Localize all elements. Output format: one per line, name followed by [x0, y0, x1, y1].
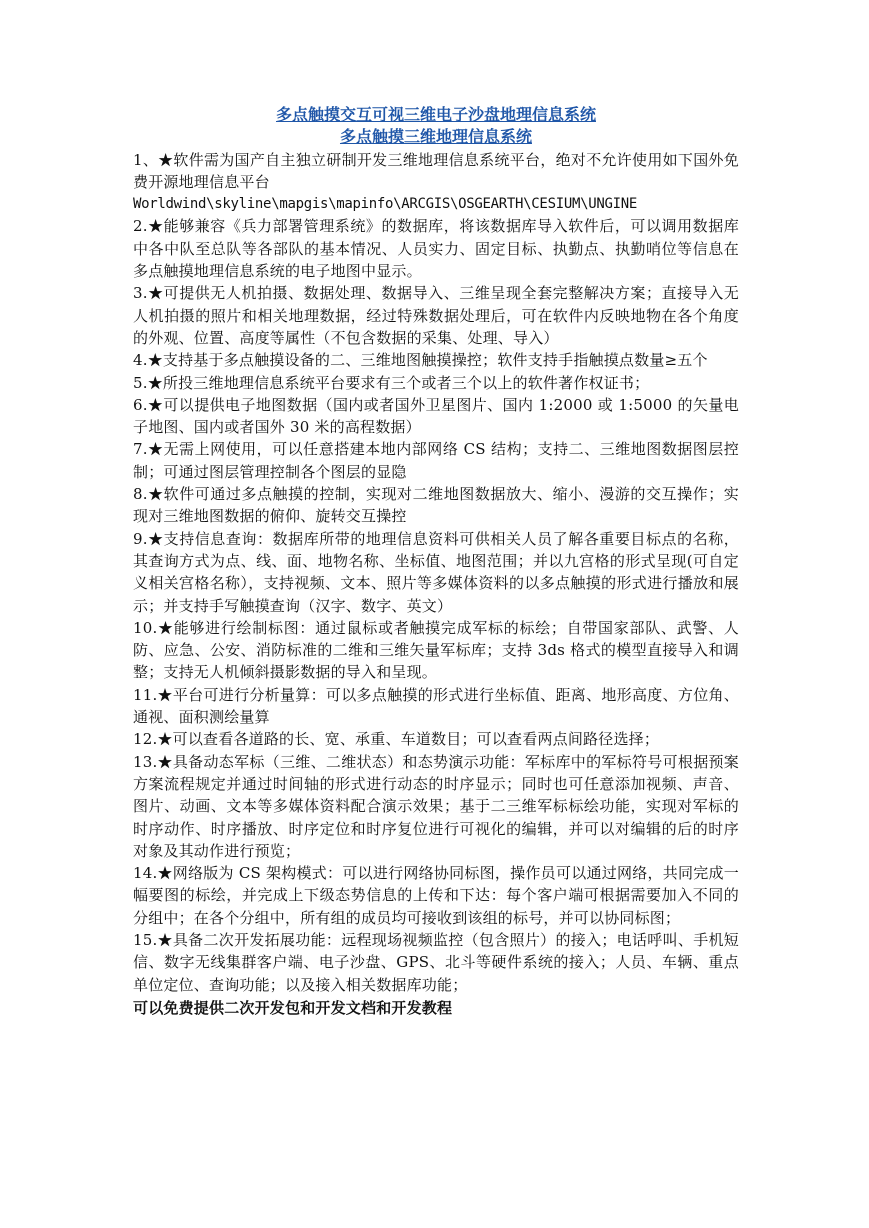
- excluded-platform-list: Worldwind\skyline\mapgis\mapinfo\ARCGIS\OSGEARTH\CESIUM\UNGINE: [133, 196, 637, 213]
- requirement-item-12: 12.★可以查看各道路的长、宽、承重、车道数目；可以查看两点间路径选择；: [133, 730, 660, 749]
- requirement-item-2: 2.★能够兼容《兵力部署管理系统》的数据库，将该数据库导入软件后，可以调用数据库中各中队至总队等各部队的基本情况、人员实力、固定目标、执勤点、执勤哨位等信息在多点触摸地理信息系统的电子地图中显示。: [133, 217, 739, 281]
- requirement-item-5: 5.★所投三维地理信息系统平台要求有三个或者三个以上的软件著作权证书；: [133, 373, 650, 392]
- document-content: [133, 104, 739, 1019]
- requirement-item-11: 11.★平台可进行分析量算：可以多点触摸的形式进行坐标值、距离、地形高度、方位角、通视、面积测绘量算: [133, 685, 739, 727]
- document-title: 多点触摸交互可视三维电子沙盘地理信息系统: [275, 105, 596, 124]
- requirement-item-8: 8.★软件可通过多点触摸的控制，实现对二维地图数据放大、缩小、漫游的交互操作；实现对三维地图数据的俯仰、旋转交互操控: [133, 485, 739, 526]
- requirement-item-14: 14.★网络版为 CS 架构模式：可以进行网络协同标图，操作员可以通过网络，共同完成一幅要图的标绘，并完成上下级态势信息的上传和下达：每个客户端可根据需要加入不同的分组中；在各个分组中，所有组的成员均可接收到该组的标号，并可以协同标图；: [133, 864, 739, 927]
- requirement-item-10: 10.★能够进行绘制标图：通过鼠标或者触摸完成军标的标绘；自带国家部队、武警、人防、应急、公安、消防标准的二维和三维矢量军标库；支持 3ds 格式的模型直接导入和调整；支持无人机倾斜摄影数据的导入和呈现。: [133, 618, 739, 682]
- requirement-item-6: 6.★可以提供电子地图数据（国内或者国外卫星图片、国内 1:2000 或 1:5000 的矢量电子地图、国内或者国外 30 米的高程数据）: [133, 395, 739, 437]
- requirement-item-4: 4.★支持基于多点触摸设备的二、三维地图触摸操控；软件支持手指触摸点数量≥五个: [133, 351, 708, 370]
- requirement-item-3: 3.★可提供无人机拍摄、数据处理、数据导入、三维呈现全套完整解决方案；直接导入无人机拍摄的照片和相关地理数据，经过特殊数据处理后，可在软件内反映地物在各个角度的外观、位置、高度等属性（不包含数据的采集、处理、导入）: [133, 284, 739, 347]
- requirement-item-7: 7.★无需上网使用，可以任意搭建本地内部网络 CS 结构；支持二、三维地图数据图层控制；可通过图层管理控制各个图层的显隐: [133, 440, 739, 481]
- footer-note: 可以免费提供二次开发包和开发文档和开发教程: [133, 998, 453, 1017]
- requirement-item-15: 15.★具备二次开发拓展功能：远程现场视频监控（包含照片）的接入；电话呼叫、手机短信、数字无线集群客户端、电子沙盘、GPS、北斗等硬件系统的接入；人员、车辆、重点单位定位、查询功能；以及接入相关数据库功能；: [133, 930, 739, 994]
- requirement-item-1: 1、★软件需为国产自主独立研制开发三维地理信息系统平台，绝对不允许使用如下国外免费开源地理信息平台: [133, 150, 739, 191]
- requirement-item-9: 9.★支持信息查询：数据库所带的地理信息资料可供相关人员了解各重要目标点的名称，其查询方式为点、线、面、地物名称、坐标值、地图范围；并以九宫格的形式呈现(可自定义相关宫格名称），支持视频、文本、照片等多媒体资料的以多点触摸的形式进行播放和展示；并支持手写触摸查询（汉字、数字、英文）: [133, 529, 739, 615]
- document-subtitle: 多点触摸三维地理信息系统: [339, 127, 532, 147]
- requirement-item-13: 13.★具备动态军标（三维、二维状态）和态势演示功能：军标库中的军标符号可根据预案方案流程规定并通过时间轴的形式进行动态的时序显示；同时也可任意添加视频、声音、图片、动画、文本等多媒体资料配合演示效果；基于二三维军标标绘功能，实现对军标的时序动作、时序播放、时序定位和时序复位进行可视化的编辑，并可以对编辑的后的时序对象及其动作进行预览；: [133, 752, 739, 860]
